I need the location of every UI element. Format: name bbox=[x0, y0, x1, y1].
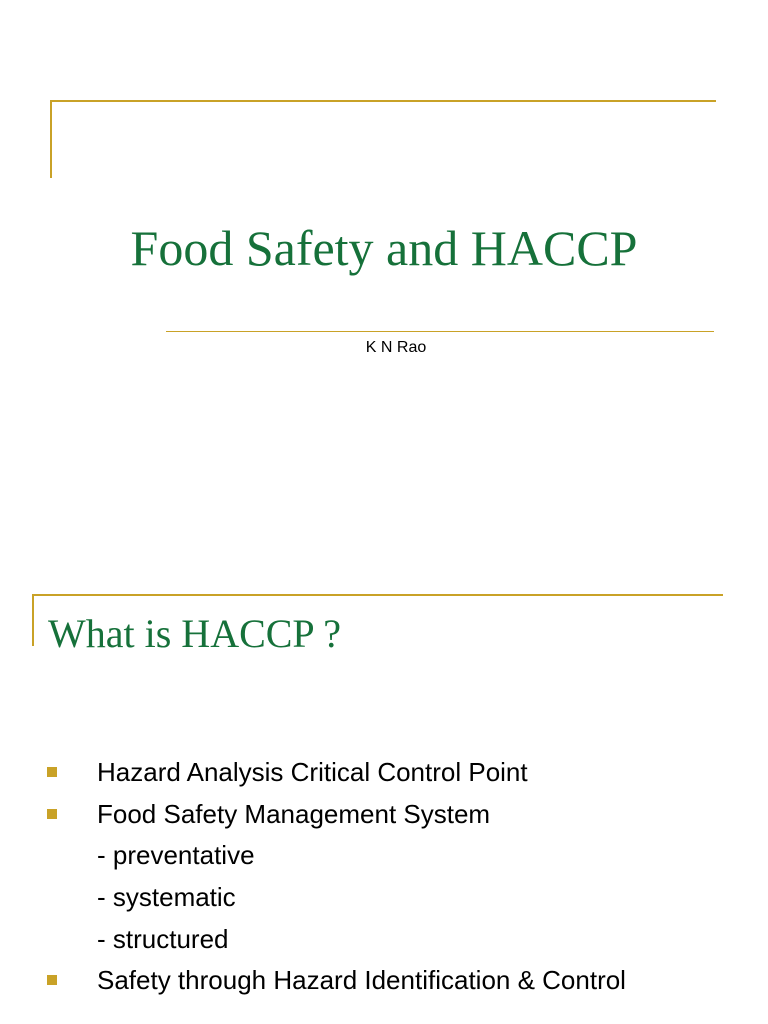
content-slide bbox=[0, 560, 768, 1024]
square-bullet-icon bbox=[47, 809, 57, 819]
square-bullet-icon bbox=[47, 975, 57, 985]
list-item bbox=[0, 960, 768, 1002]
heading-vertical-rule bbox=[32, 594, 34, 646]
list-item-text: - structured bbox=[97, 923, 229, 954]
list-item bbox=[0, 877, 768, 919]
list-item bbox=[0, 919, 768, 961]
slide-title: Food Safety and HACCP bbox=[130, 220, 638, 276]
square-bullet-icon bbox=[47, 767, 57, 777]
list-item-text: Hazard Analysis Critical Control Point bbox=[97, 757, 528, 787]
list-item bbox=[0, 752, 768, 794]
list-item-text: - systematic bbox=[97, 882, 236, 913]
list-item-text: Safety through Hazard Identification & Control bbox=[97, 965, 626, 996]
top-horizontal-rule bbox=[50, 100, 716, 102]
top-vertical-rule bbox=[50, 100, 52, 178]
list-item-text: Food Safety Management System bbox=[97, 798, 491, 829]
heading-horizontal-rule bbox=[32, 594, 723, 596]
author-name: K N Rao bbox=[365, 339, 427, 356]
list-item bbox=[0, 835, 768, 877]
subtitle-rule bbox=[166, 331, 714, 332]
slide-heading: What is HACCP ? bbox=[48, 611, 341, 656]
list-item-text: - preventative bbox=[97, 840, 255, 871]
bullet-list bbox=[0, 752, 768, 1002]
list-item bbox=[0, 794, 768, 836]
